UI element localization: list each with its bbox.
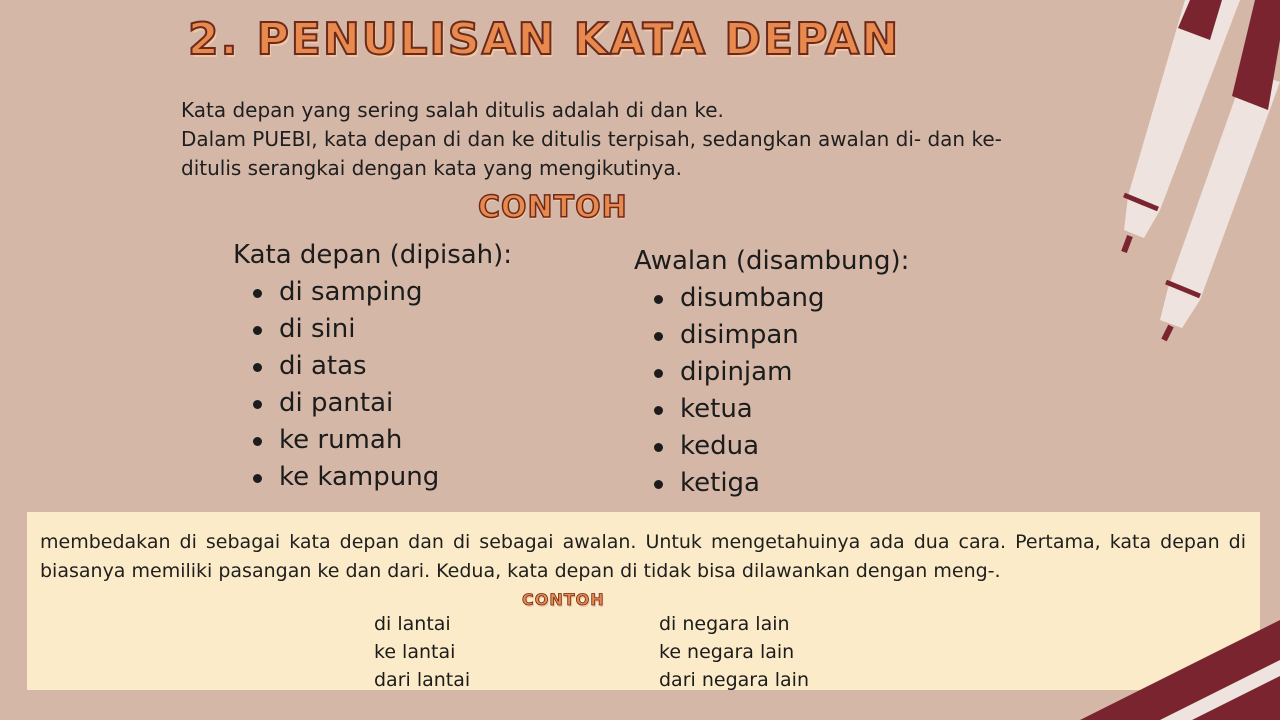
intro-line: Dalam PUEBI, kata depan di dan ke ditulis terpisah, sedangkan awalan di- dan ke- [181, 127, 1002, 151]
list-item: di samping [279, 274, 512, 311]
list-item: di atas [279, 348, 512, 385]
intro-paragraph [181, 96, 1081, 183]
list-item: ke kampung [279, 459, 512, 496]
list-item: disimpan [680, 317, 909, 354]
example-list-left [374, 610, 470, 694]
list-item: ke rumah [279, 422, 512, 459]
intro-line: Kata depan yang sering salah ditulis adalah di dan ke. [181, 98, 724, 122]
list-item: di sini [279, 311, 512, 348]
example-item: ke lantai [374, 641, 456, 663]
awalan-heading: Awalan (disambung): [634, 246, 910, 276]
example-list-right [659, 610, 809, 694]
pen-decoration [1040, 0, 1280, 360]
explanation-box [27, 512, 1260, 690]
example-item: dari negara lain [659, 669, 810, 691]
awalan-list [634, 280, 909, 502]
list-item: kedua [680, 428, 909, 465]
kata-depan-column [233, 240, 512, 496]
list-item: di pantai [279, 385, 512, 422]
contoh-heading: CONTOH [478, 190, 628, 225]
awalan-column [634, 246, 909, 502]
page-title: 2. PENULISAN KATA DEPAN [188, 14, 901, 65]
example-item: di lantai [374, 613, 451, 635]
example-item: dari lantai [374, 669, 471, 691]
explanation-text: membedakan di sebagai kata depan dan di sebagai awalan. Untuk mengetahuinya ada dua cara. Pertama, kata depan di biasanya memiliki pasangan ke dan dari. Kedua, kata depan di tidak bisa dilawankan dengan meng-. [40, 531, 1246, 582]
list-item: disumbang [680, 280, 909, 317]
intro-line: ditulis serangkai dengan kata yang mengikutinya. [181, 156, 682, 180]
list-item: ketua [680, 391, 909, 428]
box-contoh-heading: CONTOH [522, 590, 605, 609]
list-item: ketiga [680, 465, 909, 502]
example-item: ke negara lain [659, 641, 795, 663]
corner-stripe [1080, 610, 1280, 720]
example-item: di negara lain [659, 613, 790, 635]
kata-depan-heading: Kata depan (dipisah): [233, 240, 513, 270]
list-item: dipinjam [680, 354, 909, 391]
kata-depan-list [233, 274, 512, 496]
